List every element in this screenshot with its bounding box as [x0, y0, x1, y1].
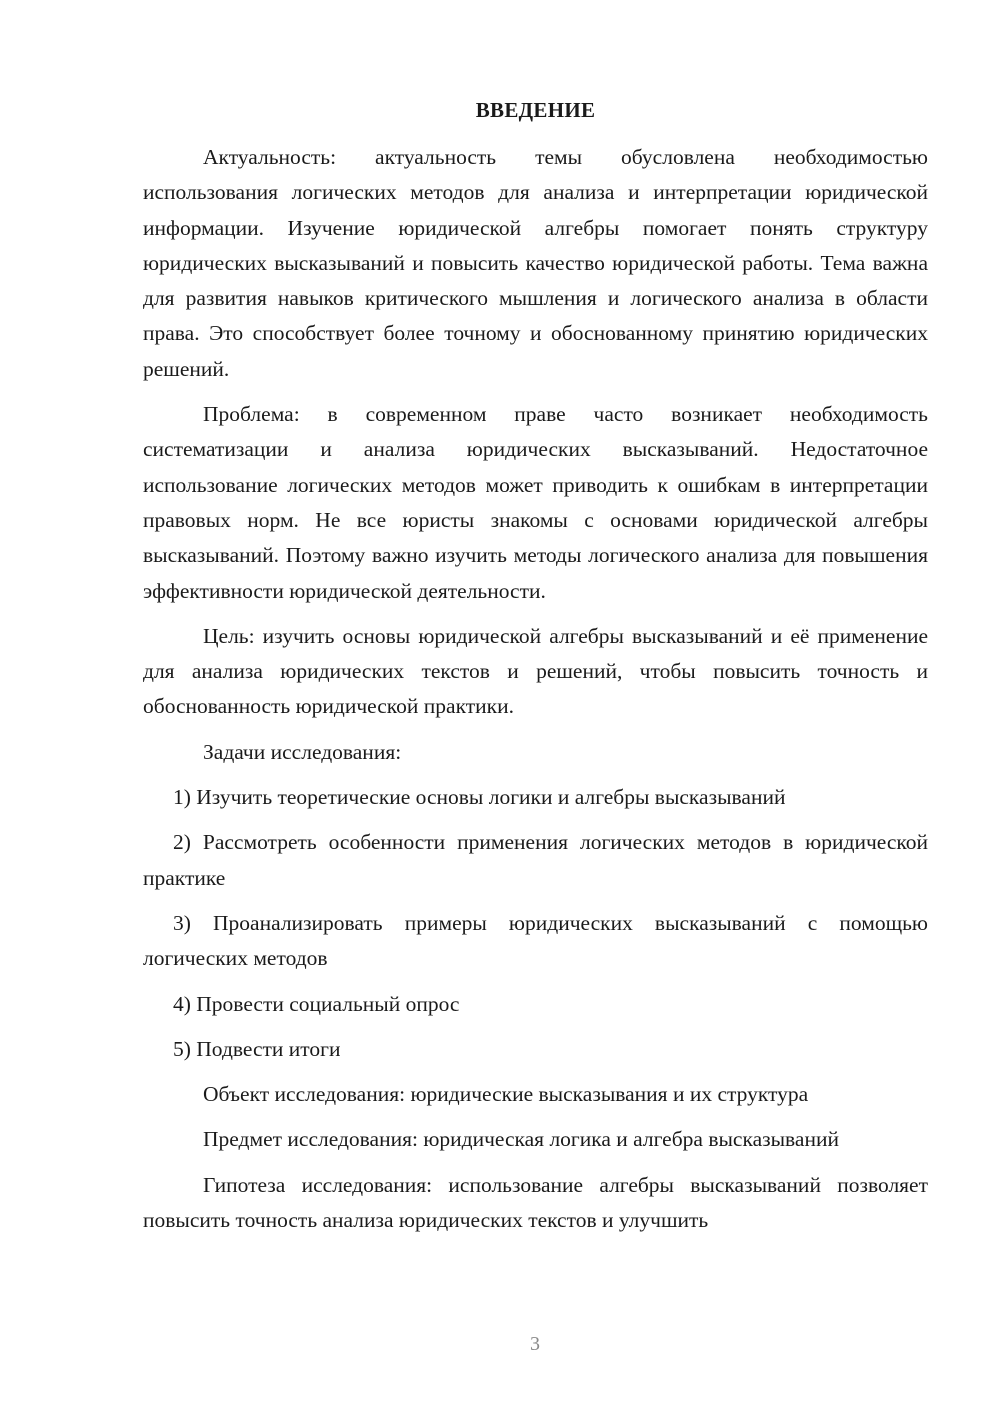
page-title: ВВЕДЕНИЕ	[475, 98, 596, 122]
paragraph-problem: Проблема: в современном праве часто возникает необходимость систематизации и анализа юридических высказываний. Недостаточное использование логических методов может приводить к ошибкам в интерпретации правовых норм. Не все юристы знакомы с основами юридической алгебры высказываний. Поэтому важно изучить методы логического анализа для повышения эффективности юридической деятельности.	[143, 402, 928, 603]
paragraph-hypothesis: Гипотеза исследования: использование алгебры высказываний позволяет повысить точность анализа юридических текстов и улучшить	[143, 1172, 928, 1233]
task-item-5: 5) Подвести итоги	[173, 1036, 341, 1061]
document-body	[143, 140, 928, 1248]
task-item-1: 1) Изучить теоретические основы логики и алгебры высказываний	[173, 785, 786, 810]
task-item-4: 4) Провести социальный опрос	[173, 991, 460, 1016]
page-number: 3	[530, 1333, 540, 1355]
paragraph-subject: Предмет исследования: юридическая логика и алгебра высказываний	[203, 1127, 839, 1152]
paragraph-relevance: Актуальность: актуальность темы обусловлена необходимостью использования логических методов для анализа и интерпретации юридической информации. Изучение юридической алгебры помогает понять структуру юридических высказываний и повысить качество юридической работы. Тема важна для развития навыков критического мышления и логического анализа в области права. Это способствует более точному и обоснованному принятию юридических решений.	[143, 145, 928, 381]
task-item-2: 2) Рассмотреть особенности применения логических методов в юридической практике	[143, 830, 928, 890]
task-item-3: 3) Проанализировать примеры юридических высказываний с помощью логических методов	[143, 910, 928, 971]
paragraph-tasks-heading: Задачи исследования:	[203, 739, 402, 764]
paragraph-object: Объект исследования: юридические высказывания и их структура	[203, 1082, 809, 1107]
paragraph-goal: Цель: изучить основы юридической алгебры высказываний и её применение для анализа юридических текстов и решений, чтобы повысить точность и обоснованность юридической практики.	[143, 623, 928, 719]
